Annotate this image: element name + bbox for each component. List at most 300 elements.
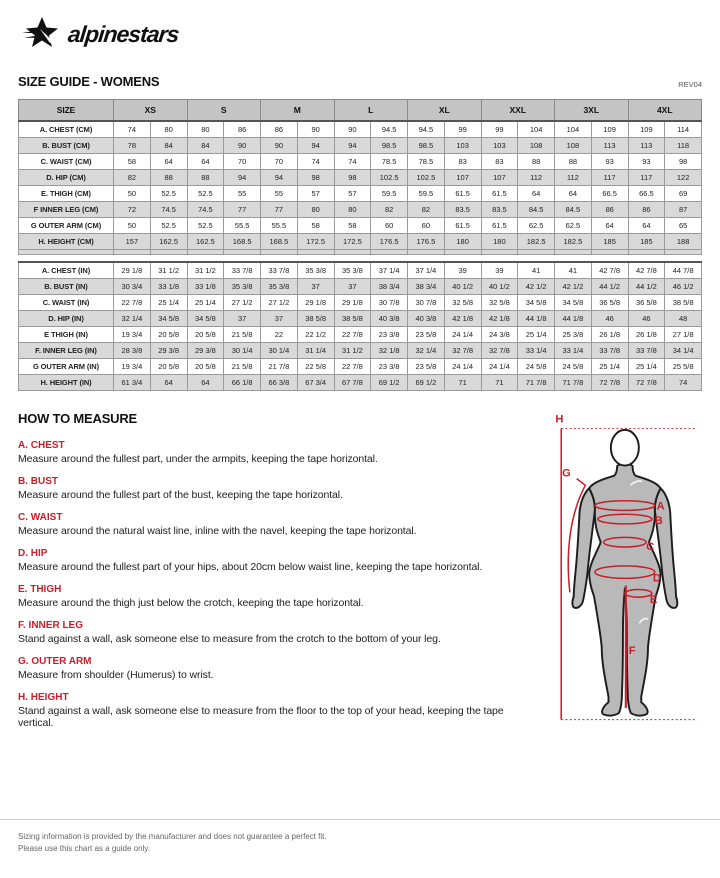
measurement-cell: 27 1/2 xyxy=(261,295,298,311)
measurement-cell: 94 xyxy=(224,170,261,186)
label-D: D xyxy=(652,572,661,585)
spacer-cell xyxy=(444,255,481,263)
measurement-cell: 83 xyxy=(444,154,481,170)
measurement-cell: 107 xyxy=(481,170,518,186)
measurement-cell: 93 xyxy=(591,154,628,170)
measurement-cell: 64 xyxy=(518,186,555,202)
measurement-cell: 32 7/8 xyxy=(444,343,481,359)
measurement-cell: 113 xyxy=(591,138,628,154)
measurement-cell: 38 3/4 xyxy=(408,279,445,295)
measurement-cell: 44 1/2 xyxy=(628,279,665,295)
measurement-cell: 55 xyxy=(261,186,298,202)
size-row-in xyxy=(19,262,702,279)
spacer-cell xyxy=(261,255,298,263)
size-row-cm xyxy=(19,234,702,250)
measurement-cell: 34 5/8 xyxy=(518,295,555,311)
measurement-cell: 65 xyxy=(665,218,702,234)
measurement-cell: 102.5 xyxy=(371,170,408,186)
measurement-cell: 41 xyxy=(555,262,592,279)
measurement-cell: 83 xyxy=(481,154,518,170)
measurement-cell: 33 1/4 xyxy=(555,343,592,359)
measurement-cell: 62.5 xyxy=(518,218,555,234)
measurement-cell: 31 1/2 xyxy=(334,343,371,359)
revision-label: REV04 xyxy=(678,80,702,89)
measurement-cell: 32 7/8 xyxy=(481,343,518,359)
measurement-cell: 69 xyxy=(665,186,702,202)
table-gap-row xyxy=(19,255,702,263)
spacer-cell xyxy=(665,255,702,263)
measurement-cell: 27 1/8 xyxy=(665,327,702,343)
measurement-cell: 24 1/4 xyxy=(444,327,481,343)
measurement-cell: 117 xyxy=(628,170,665,186)
measurement-cell: 22 7/8 xyxy=(114,295,151,311)
measurement-cell: 107 xyxy=(444,170,481,186)
row-label: F INNER LEG (CM) xyxy=(19,202,114,218)
measurement-cell: 52.5 xyxy=(187,218,224,234)
size-table-header xyxy=(19,100,702,122)
measurement-cell: 25 1/4 xyxy=(628,359,665,375)
footer-disclaimer xyxy=(0,831,720,855)
row-label: F. INNER LEG (IN) xyxy=(19,343,114,359)
measurement-cell: 77 xyxy=(224,202,261,218)
label-H: H xyxy=(555,413,564,426)
measure-item-text: Stand against a wall, ask someone else to measure from the floor to the top of your head, keeping the tape vertical. xyxy=(18,705,504,729)
measurement-cell: 42 1/8 xyxy=(444,311,481,327)
size-column-header: SIZE xyxy=(19,100,114,122)
measurement-cell: 109 xyxy=(591,121,628,138)
measurement-cell: 74.5 xyxy=(187,202,224,218)
measurement-cell: 46 xyxy=(591,311,628,327)
measurement-cell: 22 1/2 xyxy=(297,327,334,343)
measure-item-text: Stand against a wall, ask someone else to measure from the crotch to the bottom of your leg. xyxy=(18,633,441,645)
measurement-cell: 112 xyxy=(555,170,592,186)
measurement-cell: 33 7/8 xyxy=(224,262,261,279)
measurement-cell: 71 xyxy=(481,375,518,391)
measure-item xyxy=(18,548,540,573)
measurement-cell: 32 1/8 xyxy=(371,343,408,359)
measurement-cell: 83.5 xyxy=(444,202,481,218)
measurement-cell: 94 xyxy=(261,170,298,186)
label-A: A xyxy=(656,500,665,513)
measurement-cell: 69 1/2 xyxy=(408,375,445,391)
measurement-cell: 88 xyxy=(518,154,555,170)
measurement-cell: 42 7/8 xyxy=(591,262,628,279)
measurement-cell: 103 xyxy=(444,138,481,154)
row-label: C. WAIST (IN) xyxy=(19,295,114,311)
size-row-in xyxy=(19,279,702,295)
measurement-cell: 64 xyxy=(591,218,628,234)
measurement-cell: 176.5 xyxy=(371,234,408,250)
measurement-cell: 180 xyxy=(481,234,518,250)
measurement-cell: 93 xyxy=(628,154,665,170)
measure-item xyxy=(18,656,540,681)
measurement-cell: 102.5 xyxy=(408,170,445,186)
how-to-measure-list xyxy=(18,411,540,748)
measure-item xyxy=(18,476,540,501)
measurement-cell: 57 xyxy=(297,186,334,202)
size-row-in xyxy=(19,343,702,359)
measurement-cell: 30 1/4 xyxy=(224,343,261,359)
label-B: B xyxy=(654,514,663,527)
measurement-cell: 61.5 xyxy=(481,186,518,202)
brand-logo-text: alpinestars xyxy=(66,20,180,47)
measurement-cell: 29 1/8 xyxy=(297,295,334,311)
measurement-cell: 157 xyxy=(114,234,151,250)
row-label: B. BUST (CM) xyxy=(19,138,114,154)
measurement-cell: 44 1/2 xyxy=(591,279,628,295)
spacer-cell xyxy=(518,255,555,263)
measurement-cell: 64 xyxy=(150,375,187,391)
measurement-cell: 99 xyxy=(481,121,518,138)
measurement-cell: 98 xyxy=(665,154,702,170)
footer-line-2: Please use this chart as a guide only. xyxy=(18,844,150,853)
measurement-cell: 185 xyxy=(591,234,628,250)
spacer-cell xyxy=(19,255,114,263)
size-table xyxy=(18,99,702,391)
measurement-cell: 32 5/8 xyxy=(444,295,481,311)
measurement-cell: 22 5/8 xyxy=(297,359,334,375)
row-label: C. WAIST (CM) xyxy=(19,154,114,170)
measurement-cell: 182.5 xyxy=(518,234,555,250)
measurement-cell: 80 xyxy=(297,202,334,218)
measurement-cell: 25 1/4 xyxy=(187,295,224,311)
spacer-cell xyxy=(628,255,665,263)
size-header-3xl: 3XL xyxy=(555,100,629,122)
measurement-cell: 25 1/4 xyxy=(150,295,187,311)
measurement-cell: 62.5 xyxy=(555,218,592,234)
measurement-cell: 82 xyxy=(114,170,151,186)
measurement-cell: 38 5/8 xyxy=(334,311,371,327)
measure-item-text: Measure from shoulder (Humerus) to wrist. xyxy=(18,669,214,681)
measurement-cell: 87 xyxy=(665,202,702,218)
measurement-cell: 34 5/8 xyxy=(187,311,224,327)
spacer-cell xyxy=(334,255,371,263)
measurement-cell: 74.5 xyxy=(150,202,187,218)
size-row-cm xyxy=(19,202,702,218)
measurement-cell: 58 xyxy=(297,218,334,234)
measure-item-label: A. CHEST xyxy=(18,440,65,451)
row-label: D. HIP (CM) xyxy=(19,170,114,186)
measure-item-label: E. THIGH xyxy=(18,584,62,595)
measurement-cell: 24 1/4 xyxy=(444,359,481,375)
measurement-cell: 61.5 xyxy=(444,186,481,202)
measurement-cell: 109 xyxy=(628,121,665,138)
measure-item-label: C. WAIST xyxy=(18,512,63,523)
row-label: G OUTER ARM (CM) xyxy=(19,218,114,234)
measurement-cell: 61.5 xyxy=(481,218,518,234)
measure-item-label: H. HEIGHT xyxy=(18,692,69,703)
measurement-cell: 31 1/4 xyxy=(297,343,334,359)
measure-item xyxy=(18,584,540,609)
row-label: D. HIP (IN) xyxy=(19,311,114,327)
measurement-cell: 20 5/8 xyxy=(150,327,187,343)
measurement-cell: 22 xyxy=(261,327,298,343)
measurement-cell: 27 1/2 xyxy=(224,295,261,311)
how-to-measure-heading: HOW TO MEASURE xyxy=(18,411,138,426)
row-label: A. CHEST (CM) xyxy=(19,121,114,138)
measurement-cell: 176.5 xyxy=(408,234,445,250)
measurement-cell: 84.5 xyxy=(518,202,555,218)
measurement-cell: 21 5/8 xyxy=(224,359,261,375)
measurement-cell: 74 xyxy=(297,154,334,170)
measurement-cell: 35 3/8 xyxy=(224,279,261,295)
size-row-cm xyxy=(19,121,702,138)
measure-item-text: Measure around the fullest part of your hips, about 20cm below waist line, keeping the tape horizontal. xyxy=(18,561,483,573)
spacer-cell xyxy=(555,255,592,263)
measurement-cell: 66.5 xyxy=(628,186,665,202)
footer xyxy=(0,819,720,855)
measurement-cell: 72 7/8 xyxy=(628,375,665,391)
measurement-cell: 37 xyxy=(334,279,371,295)
measurement-cell: 37 xyxy=(224,311,261,327)
row-label: E THIGH (IN) xyxy=(19,327,114,343)
how-to-measure-section xyxy=(18,411,702,748)
measurement-cell: 94 xyxy=(297,138,334,154)
measurement-cell: 33 7/8 xyxy=(591,343,628,359)
measurement-cell: 74 xyxy=(665,375,702,391)
measurement-cell: 39 xyxy=(444,262,481,279)
size-row-in xyxy=(19,295,702,311)
size-header-4xl: 4XL xyxy=(628,100,702,122)
measurement-cell: 25 1/4 xyxy=(591,359,628,375)
spacer-cell xyxy=(150,255,187,263)
row-label: E. THIGH (CM) xyxy=(19,186,114,202)
size-row-cm xyxy=(19,186,702,202)
size-row-cm xyxy=(19,154,702,170)
measurement-cell: 80 xyxy=(334,202,371,218)
measure-item-label: D. HIP xyxy=(18,548,48,559)
measurement-cell: 40 3/8 xyxy=(408,311,445,327)
row-label: H. HEIGHT (IN) xyxy=(19,375,114,391)
size-row-in xyxy=(19,311,702,327)
measure-item-text: Measure around the thigh just below the crotch, keeping the tape horizontal. xyxy=(18,597,364,609)
measurement-cell: 46 xyxy=(628,311,665,327)
measurement-cell: 37 xyxy=(297,279,334,295)
measurement-cell: 98.5 xyxy=(408,138,445,154)
row-label: B. BUST (IN) xyxy=(19,279,114,295)
measurement-cell: 67 3/4 xyxy=(297,375,334,391)
measurement-cell: 22 7/8 xyxy=(334,327,371,343)
measurement-cell: 23 3/8 xyxy=(371,359,408,375)
measurement-cell: 30 7/8 xyxy=(408,295,445,311)
measurement-cell: 60 xyxy=(371,218,408,234)
measurement-cell: 24 3/8 xyxy=(481,327,518,343)
measurement-cell: 46 1/2 xyxy=(665,279,702,295)
footer-line-1: Sizing information is provided by the manufacturer and does not guarantee a perfect fit. xyxy=(18,832,327,841)
measurement-cell: 64 xyxy=(628,218,665,234)
measurement-cell: 64 xyxy=(187,375,224,391)
measurement-cell: 122 xyxy=(665,170,702,186)
measurement-cell: 52.5 xyxy=(187,186,224,202)
measurement-cell: 99 xyxy=(444,121,481,138)
body-diagram xyxy=(540,407,702,743)
size-row-cm xyxy=(19,218,702,234)
measurement-cell: 23 3/8 xyxy=(371,327,408,343)
measurement-cell: 88 xyxy=(187,170,224,186)
brand-logo xyxy=(20,14,702,54)
measurement-cell: 74 xyxy=(114,121,151,138)
spacer-cell xyxy=(591,255,628,263)
measurement-cell: 66 1/8 xyxy=(224,375,261,391)
measurement-cell: 33 1/8 xyxy=(150,279,187,295)
size-row-in xyxy=(19,359,702,375)
measurement-cell: 90 xyxy=(334,121,371,138)
measurement-cell: 37 xyxy=(261,311,298,327)
measurement-cell: 28 3/8 xyxy=(114,343,151,359)
title-row xyxy=(18,74,702,89)
measurement-cell: 71 xyxy=(444,375,481,391)
measurement-cell: 34 1/4 xyxy=(665,343,702,359)
measurement-cell: 31 1/2 xyxy=(150,262,187,279)
measurement-cell: 26 1/8 xyxy=(591,327,628,343)
measurement-cell: 90 xyxy=(297,121,334,138)
row-label: A. CHEST (IN) xyxy=(19,262,114,279)
measurement-cell: 84 xyxy=(187,138,224,154)
measurement-cell: 29 1/8 xyxy=(334,295,371,311)
size-table-in-section xyxy=(19,262,702,391)
measurement-cell: 103 xyxy=(481,138,518,154)
measurement-cell: 112 xyxy=(518,170,555,186)
measurement-cell: 48 xyxy=(665,311,702,327)
measurement-cell: 61 3/4 xyxy=(114,375,151,391)
measurement-cell: 78 xyxy=(114,138,151,154)
measurement-cell: 118 xyxy=(665,138,702,154)
measurement-cell: 74 xyxy=(334,154,371,170)
measurement-cell: 113 xyxy=(628,138,665,154)
measurement-cell: 70 xyxy=(261,154,298,170)
label-G: G xyxy=(562,467,571,480)
measurement-cell: 69 1/2 xyxy=(371,375,408,391)
measurement-cell: 21 5/8 xyxy=(224,327,261,343)
measurement-cell: 39 xyxy=(481,262,518,279)
label-F: F xyxy=(628,645,636,658)
spacer-cell xyxy=(187,255,224,263)
measurement-cell: 35 3/8 xyxy=(261,279,298,295)
measurement-cell: 98.5 xyxy=(371,138,408,154)
measurement-cell: 33 7/8 xyxy=(628,343,665,359)
size-header-m: M xyxy=(261,100,335,122)
measurement-cell: 188 xyxy=(665,234,702,250)
measurement-cell: 35 3/8 xyxy=(334,262,371,279)
measurement-cell: 24 5/8 xyxy=(518,359,555,375)
size-header-xxl: XXL xyxy=(481,100,555,122)
measurement-cell: 24 1/4 xyxy=(481,359,518,375)
measurement-cell: 33 1/8 xyxy=(187,279,224,295)
measurement-cell: 42 1/2 xyxy=(555,279,592,295)
measurement-cell: 42 1/2 xyxy=(518,279,555,295)
measure-item xyxy=(18,512,540,537)
measurement-cell: 33 7/8 xyxy=(261,262,298,279)
measurement-cell: 98 xyxy=(297,170,334,186)
measurement-cell: 30 3/4 xyxy=(114,279,151,295)
measurement-cell: 59.5 xyxy=(408,186,445,202)
measurement-cell: 42 7/8 xyxy=(628,262,665,279)
measurement-cell: 84 xyxy=(150,138,187,154)
label-C: C xyxy=(646,540,655,553)
page-title xyxy=(18,74,159,89)
spacer-cell xyxy=(371,255,408,263)
measurement-cell: 50 xyxy=(114,186,151,202)
measurement-cell: 32 1/4 xyxy=(114,311,151,327)
measurement-cell: 90 xyxy=(261,138,298,154)
measurement-cell: 52.5 xyxy=(150,186,187,202)
measurement-cell: 32 1/4 xyxy=(408,343,445,359)
measurement-cell: 59.5 xyxy=(371,186,408,202)
measurement-cell: 88 xyxy=(555,154,592,170)
size-row-cm xyxy=(19,170,702,186)
measurement-cell: 52.5 xyxy=(150,218,187,234)
measurement-cell: 29 3/8 xyxy=(187,343,224,359)
measure-item-label: F. INNER LEG xyxy=(18,620,84,631)
measurement-cell: 40 3/8 xyxy=(371,311,408,327)
measurement-cell: 78.5 xyxy=(371,154,408,170)
spacer-cell xyxy=(408,255,445,263)
measurement-cell: 55 xyxy=(224,186,261,202)
measurement-cell: 19 3/4 xyxy=(114,327,151,343)
measurement-cell: 84.5 xyxy=(555,202,592,218)
measurement-cell: 25 1/4 xyxy=(518,327,555,343)
measurement-cell: 168.5 xyxy=(224,234,261,250)
measurement-cell: 44 1/8 xyxy=(518,311,555,327)
measurement-cell: 71 7/8 xyxy=(518,375,555,391)
measurement-cell: 83.5 xyxy=(481,202,518,218)
measurement-cell: 114 xyxy=(665,121,702,138)
measurement-cell: 57 xyxy=(334,186,371,202)
measurement-cell: 86 xyxy=(261,121,298,138)
measurement-cell: 50 xyxy=(114,218,151,234)
measurement-cell: 25 3/8 xyxy=(555,327,592,343)
size-table-cm-section xyxy=(19,121,702,255)
measurement-cell: 67 7/8 xyxy=(334,375,371,391)
measurement-cell: 98 xyxy=(334,170,371,186)
measurement-cell: 30 7/8 xyxy=(371,295,408,311)
measurement-cell: 23 5/8 xyxy=(408,327,445,343)
measurement-cell: 80 xyxy=(150,121,187,138)
measurement-cell: 172.5 xyxy=(334,234,371,250)
measurement-cell: 94.5 xyxy=(408,121,445,138)
measurement-cell: 20 5/8 xyxy=(187,359,224,375)
measure-item-text: Measure around the natural waist line, inline with the navel, keeping the tape horizontal. xyxy=(18,525,417,537)
measurement-cell: 94 xyxy=(334,138,371,154)
measure-item xyxy=(18,440,540,465)
measurement-cell: 40 1/2 xyxy=(444,279,481,295)
measurement-cell: 34 5/8 xyxy=(555,295,592,311)
measurement-cell: 33 1/4 xyxy=(518,343,555,359)
measurement-cell: 35 3/8 xyxy=(297,262,334,279)
size-table-gap xyxy=(19,255,702,263)
measurement-cell: 36 5/8 xyxy=(591,295,628,311)
spacer-cell xyxy=(297,255,334,263)
measurement-cell: 90 xyxy=(224,138,261,154)
measurement-cell: 77 xyxy=(261,202,298,218)
measurement-cell: 104 xyxy=(555,121,592,138)
spacer-cell xyxy=(114,255,151,263)
measurement-cell: 32 5/8 xyxy=(481,295,518,311)
measurement-cell: 34 5/8 xyxy=(150,311,187,327)
measurement-cell: 108 xyxy=(518,138,555,154)
measurement-cell: 24 5/8 xyxy=(555,359,592,375)
size-row-in xyxy=(19,375,702,391)
measurement-cell: 180 xyxy=(444,234,481,250)
measurement-cell: 21 7/8 xyxy=(261,359,298,375)
measurement-cell: 30 1/4 xyxy=(261,343,298,359)
measurement-cell: 19 3/4 xyxy=(114,359,151,375)
measurement-cell: 82 xyxy=(371,202,408,218)
spacer-cell xyxy=(224,255,261,263)
measurement-cell: 117 xyxy=(591,170,628,186)
measure-item xyxy=(18,692,540,729)
measurement-cell: 60 xyxy=(408,218,445,234)
